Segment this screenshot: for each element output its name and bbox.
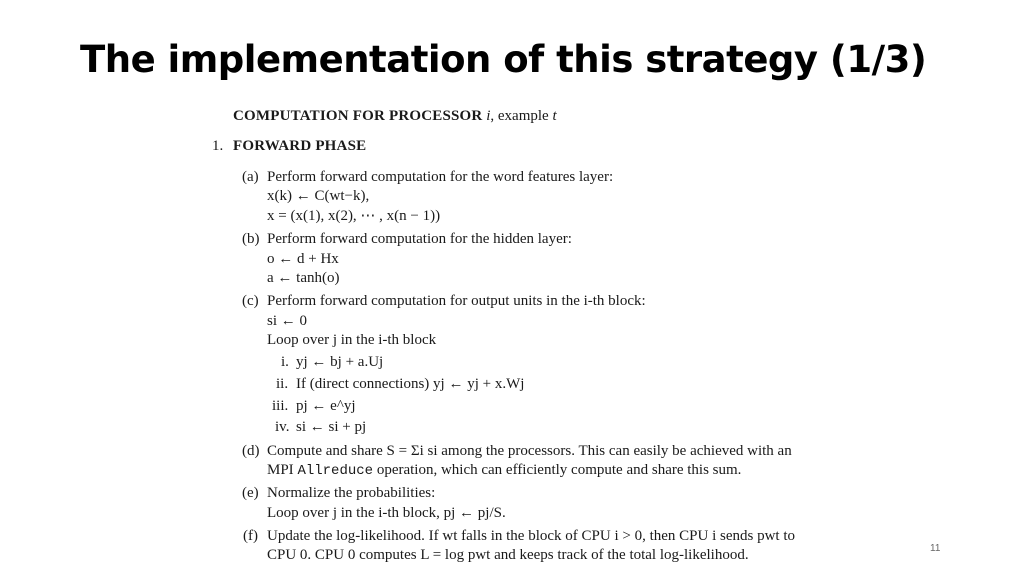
step-a-eq1: x(k) ← C(wt−k), [267,188,370,204]
heading-main: COMPUTATION FOR PROCESSOR [233,108,483,124]
step-c-eq1: si ← 0 [267,313,308,329]
step-a-eq2: x = (x(1), x(2), ⋯ , x(n − 1)) [267,208,441,224]
page-number: 11 [930,543,941,554]
step-e-label: (e) [242,485,259,501]
step-c-loop: Loop over j in the i-th block [267,332,437,348]
step-e-loop: Loop over j in the i-th block, pj ← pj/S. [267,505,506,521]
step-a-label: (a) [242,169,259,185]
step-d-line1: Compute and share S = Σi si among the processors. This can easily be achieved with an [267,443,792,459]
step-d-line2-rest: operation, which can efficiently compute and share this sum. [376,462,742,478]
step-b-text: Perform forward computation for the hidden layer: [267,231,572,247]
step-d-label: (d) [242,443,260,459]
step-f-line2: CPU 0. CPU 0 computes L = log pwt and keeps track of the total log-likelihood. [267,547,749,563]
heading-rest: example [497,108,549,124]
step-e-text: Normalize the probabilities: [267,485,436,501]
step-f-label: (f) [243,528,258,544]
step-c-label: (c) [242,293,259,309]
substep-number: ii. [276,376,289,392]
slide-title: The implementation of this strategy (1/3) [80,38,927,81]
substep-number: i. [281,354,289,370]
step-f-line1: Update the log-likelihood. If wt falls in the block of CPU i > 0, then CPU i sends pwt to [267,528,795,544]
step-c-text: Perform forward computation for output units in the i-th block: [267,293,646,309]
mpi-text: MPI [267,462,294,478]
step-b-eq2: a ← tanh(o) [267,270,340,286]
step-1-label: FORWARD PHASE [233,138,367,154]
substep-number: iii. [272,398,289,414]
substep-text: pj ← e^yj [296,398,356,414]
algorithm-heading: COMPUTATION FOR PROCESSOR i, example t [233,108,557,124]
allreduce-code: Allreduce [297,463,374,479]
step-1-number: 1. [212,138,224,154]
substep-number: iv. [275,419,290,435]
step-b-eq1: o ← d + Hx [267,251,339,267]
step-b-label: (b) [242,231,260,247]
substep-text: If (direct connections) yj ← yj + x.Wj [296,376,525,392]
substep-text: si ← si + pj [296,419,367,435]
step-a-text: Perform forward computation for the word features layer: [267,169,614,185]
substep-text: yj ← bj + a.Uj [296,354,384,370]
step-d-line2 [267,461,741,480]
